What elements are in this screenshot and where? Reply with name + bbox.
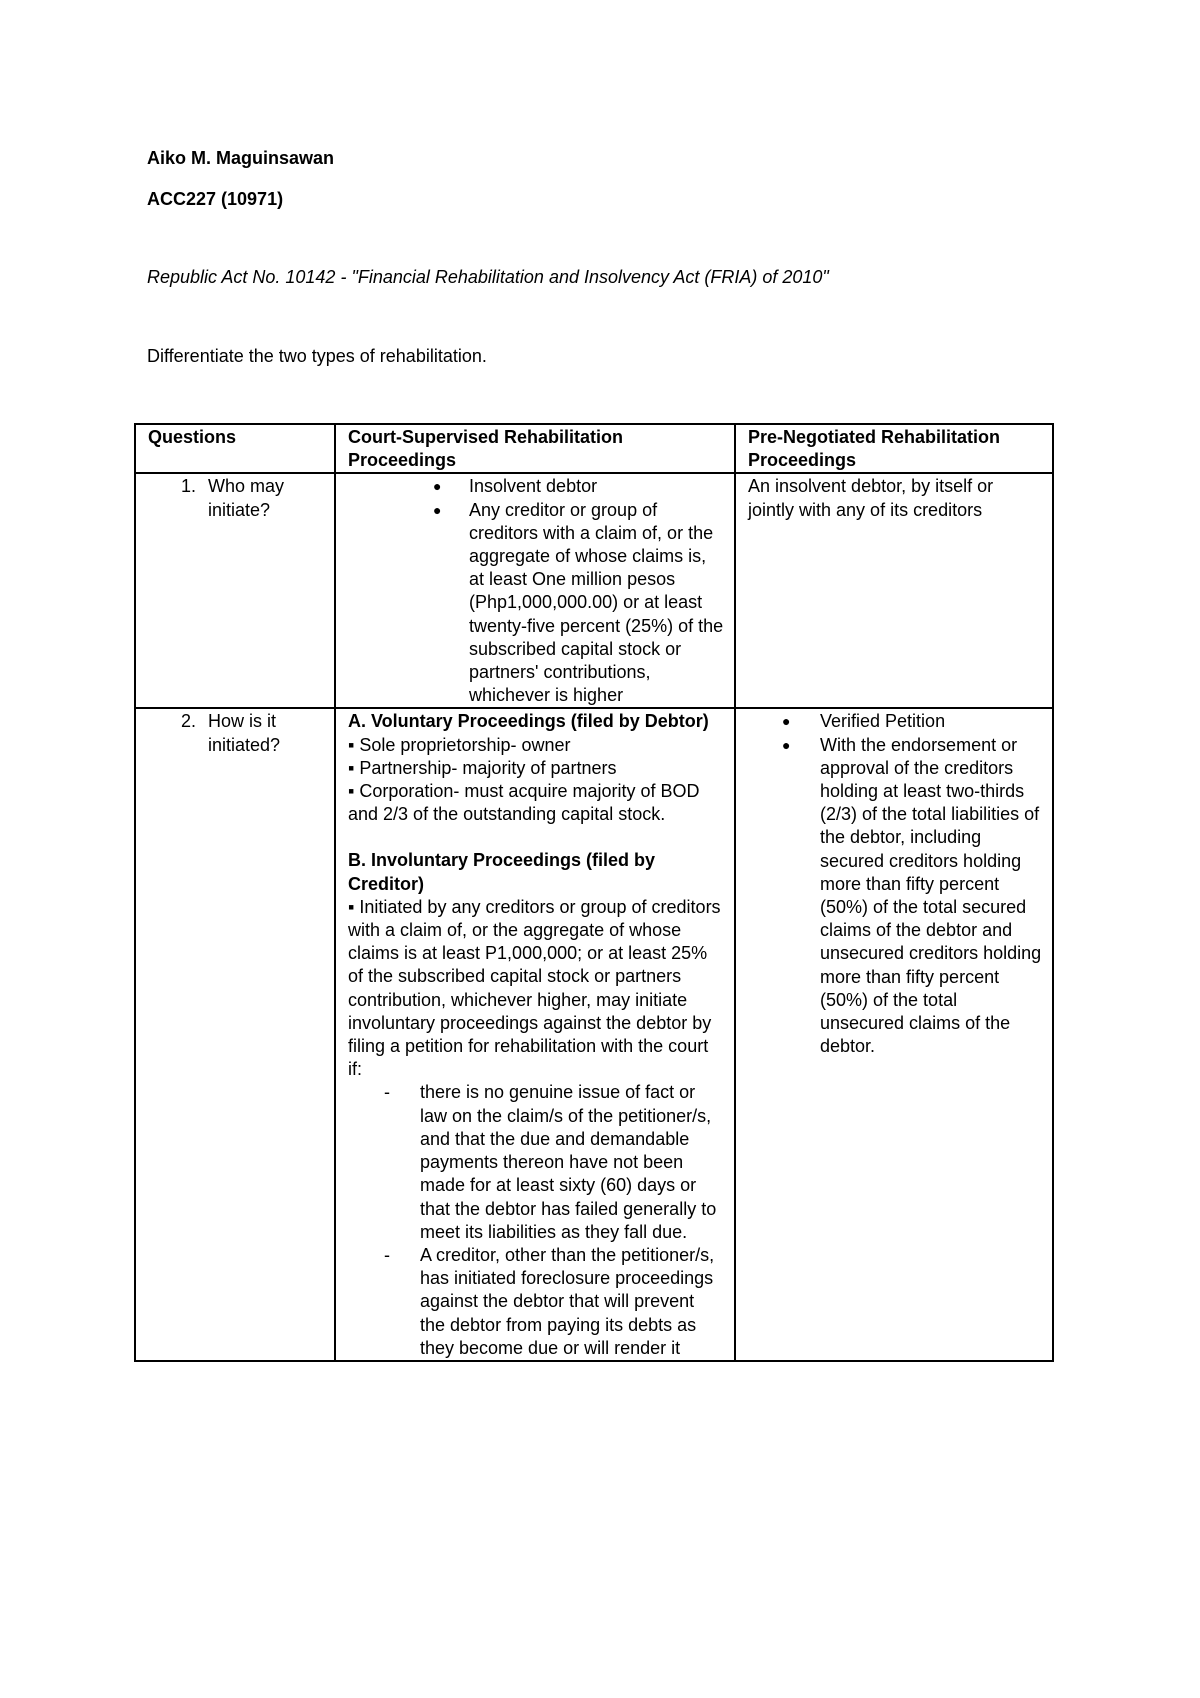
voluntary-item: ▪ Sole proprietorship- owner (348, 734, 571, 755)
header-court-supervised: Court-Supervised Rehabilitation Proceedings (335, 424, 735, 473)
table-header-row (135, 424, 1053, 473)
voluntary-item: ▪ Corporation- must acquire majority of BOD and 2/3 of the outstanding capital stock. (348, 781, 700, 825)
dash-icon: - (384, 1082, 390, 1103)
court-supervised-cell (335, 473, 735, 708)
task-prompt: Differentiate the two types of rehabilitation. (147, 346, 487, 366)
voluntary-item: ▪ Partnership- majority of partners (348, 757, 617, 778)
bullet-icon: ● (433, 501, 442, 518)
header-pre-negotiated: Pre-Negotiated Rehabilitation Proceedings (735, 424, 1053, 473)
pre-negotiated-cell (735, 708, 1053, 1360)
list-item: ● Any creditor or group of creditors with a claim of, or the aggregate of whose claims is, at least One million pesos (Php1,000,000.00) or at least twenty-five percent (25%) of the subscribed capital stock or partners' contributions, whichever is higher (433, 499, 724, 706)
pre-negotiated-list (748, 710, 1042, 1058)
list-item: - there is no genuine issue of fact or law on the claim/s of the petitioner/s, and that the due and demandable payments thereon have not been made for at least sixty (60) days or that the debtor has failed generally to meet its liabilities as they fall due. (384, 1082, 717, 1242)
header-questions: Questions (135, 424, 335, 473)
course-code: ACC227 (10971) (147, 189, 284, 209)
pre-negotiated-cell (735, 473, 1053, 708)
list-item: ● Insolvent debtor (348, 475, 724, 498)
author-name: Aiko M. Maguinsawan (147, 148, 335, 168)
comparison-table (134, 423, 1054, 1362)
question-cell (135, 708, 335, 1360)
bullet-icon: ● (782, 736, 791, 753)
list-item: ● With the endorsement or approval of the creditors holding at least two-thirds (2/3) of the total liabilities of the debtor, including secured creditors holding more than fifty percent (50%) of the total secured claims of the debtor and unsecured creditors holding more than fifty percent (50%) of the total unsecured claims of the debtor. (782, 734, 1042, 1057)
bullet-icon: ● (433, 478, 442, 495)
court-initiator-list (348, 475, 724, 707)
question-text: How is it initiated? (208, 711, 281, 755)
list-item: - A creditor, other than the petitioner/s, has initiated foreclosure proceedings against the debtor that will prevent the debtor from paying its debts as they become due or will render it (384, 1244, 715, 1358)
voluntary-heading: A. Voluntary Proceedings (filed by Debtor) (348, 711, 709, 732)
question-number: 1. (180, 476, 196, 497)
dash-icon: - (384, 1244, 390, 1265)
involuntary-heading: B. Involuntary Proceedings (filed by Creditor) (348, 850, 656, 894)
bullet-icon: ● (782, 713, 791, 730)
act-title: Republic Act No. 10142 - "Financial Rehabilitation and Insolvency Act (FRIA) of 2010" (147, 267, 829, 287)
court-supervised-cell (335, 708, 735, 1360)
list-item: ● Verified Petition (748, 710, 1042, 733)
question-cell (135, 473, 335, 708)
table-row (135, 473, 1053, 708)
pre-negotiated-initiator: An insolvent debtor, by itself or jointly with any of its creditors (748, 476, 994, 520)
question-text: Who may initiate? (208, 476, 285, 520)
table-row (135, 708, 1053, 1360)
involuntary-text: ▪ Initiated by any creditors or group of creditors with a claim of, or the aggregate of whose claims is at least P1,000,000; or at least 25% of the subscribed capital stock or partners contribution, whichever higher, may initiate involuntary proceedings against the debtor by filing a petition for rehabilitation with the court if: (348, 896, 721, 1080)
involuntary-conditions (348, 1081, 724, 1359)
question-number: 2. (180, 711, 196, 732)
